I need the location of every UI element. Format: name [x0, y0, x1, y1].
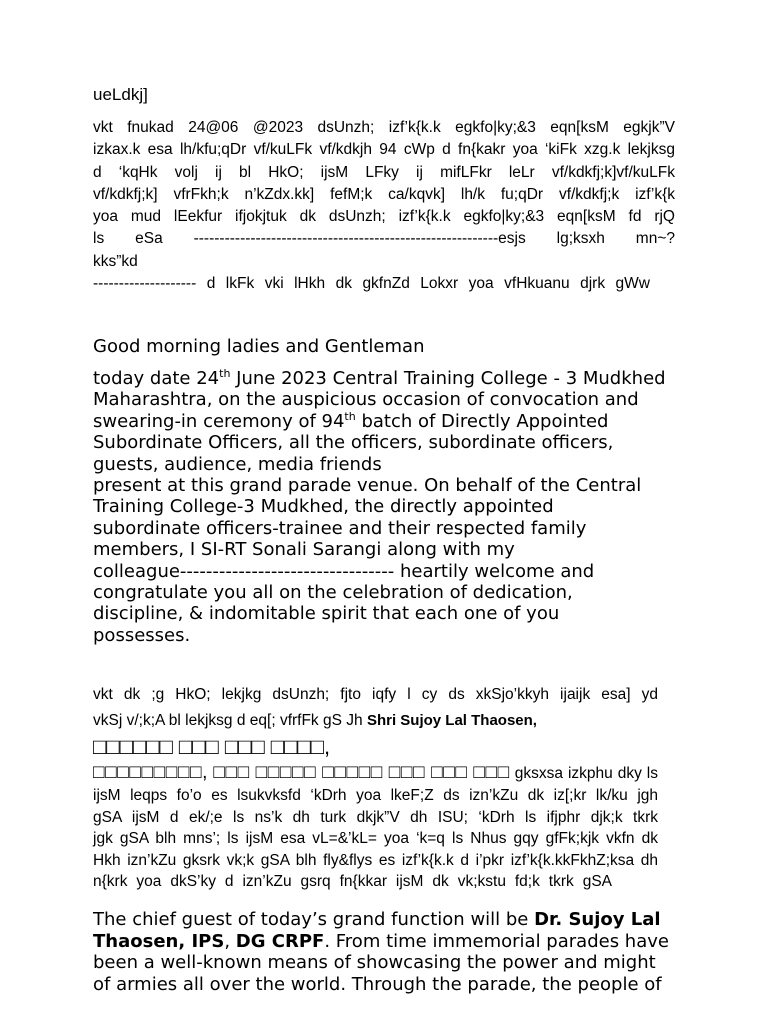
english-chief-guest-line: [93, 931, 733, 953]
english-welcome-line: discipline, & indomitable spirit that each one of you: [93, 603, 560, 625]
english-chief-guest-line: [93, 909, 733, 931]
hindi-chief-guest-line: Hkh izn’kZu gksrk vk;k gSA blh fly&flys es izf’k{k.k d i’pkr izf’k{k.kkFkhZ;ksa dh: [93, 851, 658, 869]
line-text: today date 24: [93, 368, 220, 389]
hindi-chief-guest-line: n{krk yoa dkS’ky d izn’kZu gsrq fn{kkar ijsM dk vk;kstu fd;k tkrk gSA: [93, 873, 612, 890]
english-welcome-line: present at this grand parade venue. On behalf of the Central: [93, 475, 642, 497]
line-text: The chief guest of today’s grand function will be: [93, 909, 535, 930]
english-welcome-line: subordinate officers-trainee and their respected family: [93, 517, 587, 539]
chief-guest-title-bold: DG CRPF: [235, 930, 325, 952]
english-welcome-line: [93, 411, 733, 432]
hindi-chief-guest-line: gSA ijsM d ek/;e ls ns’k dh turk dkjk”V dh ISU; ‘kDrh ls ifjphr djk;k tkrk: [93, 808, 658, 826]
ordinal-superscript: th: [344, 410, 356, 423]
english-chief-guest-paragraph: [93, 909, 733, 995]
chief-guest-name-bold: Shri Sujoy Lal Thaosen,: [366, 712, 537, 729]
english-welcome-line: [93, 368, 733, 389]
hindi-welcome-paragraph: [93, 117, 675, 295]
english-welcome-line: congratulate you all on the celebration of dedication,: [93, 582, 573, 604]
hindi-welcome-line: vkt fnukad 24@06 @2023 dsUnzh; izf’k{k.k egkfo|ky;&3 eqn[ksM egkjk”V: [93, 119, 675, 136]
hindi-chief-guest-line-missing-glyphs: □□□□□□ □□□ □□□ □□□□,: [93, 734, 331, 759]
hindi-chief-guest-line: ijsM leqps fo’o es lsukvksfd ‘kDrh yoa lkeF;Z ds izn’kZu dk iz[;kr lk/ku jgh: [93, 787, 658, 804]
hindi-greeting-text: ueLdkj]: [93, 85, 148, 104]
hindi-welcome-line: d ‘kqHk volj ij bl HkO; ijsM LFky ij mifLFkr leLr vf/kdkfj;k]vf/kuLFk: [93, 163, 675, 181]
hindi-chief-guest-line: [93, 760, 658, 787]
english-greeting-text: Good morning ladies and Gentleman: [93, 336, 425, 357]
line-text: ,: [224, 930, 236, 952]
line-text: batch of Directly Appointed: [355, 410, 609, 432]
line-text: . From time immemorial parades have: [324, 930, 669, 952]
line-text: gksxsa izkphu dky ls: [509, 765, 658, 782]
english-welcome-line: Subordinate Officers, all the officers, subordinate officers,: [93, 432, 614, 454]
english-welcome-line: guests, audience, media friends: [93, 453, 382, 475]
english-welcome-line: colleague--------------------------------- heartily welcome and: [93, 560, 595, 582]
english-welcome-line: Maharashtra, on the auspicious occasion of convocation and: [93, 389, 639, 411]
english-welcome-line: members, I SI-RT Sonali Sarangi along with my: [93, 539, 515, 561]
chief-guest-name-bold: Thaosen, IPS: [93, 930, 225, 952]
english-chief-guest-line: been a well-known means of showcasing the power and might: [93, 952, 656, 973]
english-welcome-line: Training College-3 Mudkhed, the directly appointed: [93, 496, 554, 518]
hindi-welcome-line: izkax.k esa lh/kfu;qDr vf/kuLFk vf/kdkjh 94 cWp d fn{kakr yoa ‘kiFk xzg.k lekjksg: [93, 141, 675, 159]
hindi-chief-guest-paragraph-top: [93, 682, 658, 787]
english-greeting: [93, 336, 733, 358]
line-text: June 2023 Central Training College - 3 Mudkhed: [230, 368, 666, 389]
line-text: vkSj v/;k;A bl lekjksg d eq[; vfrfFk gS Jh: [93, 712, 367, 729]
hindi-welcome-line: yoa mud lEekfur ifjokjtuk dk dsUnzh; izf’k{k.k egkfo|ky;&3 eqn[ksM fd rjQ: [93, 208, 675, 226]
missing-glyphs-text: □□□□□□□□□, □□□ □□□□□ □□□□□ □□□ □□□ □□□: [93, 762, 510, 783]
line-text: swearing-in ceremony of 94: [93, 410, 345, 432]
hindi-chief-guest-line: jgk gSA blh mns’; ls ijsM esa vL=&’kL= yoa ‘k=q ls Nhus gqy gfFk;kjk vkfn dk: [93, 830, 658, 847]
english-welcome-line: possesses.: [93, 624, 191, 646]
hindi-welcome-line: ls eSa -----------------------------------------------------------esjs lg;ksxh mn~?: [93, 230, 675, 248]
chief-guest-name-bold: Dr. Sujoy Lal: [534, 909, 661, 930]
english-chief-guest-line: of armies all over the world. Through the parade, the people of: [93, 973, 662, 995]
english-welcome-paragraph: [93, 368, 733, 646]
hindi-welcome-line: -------------------- d lkFk vki lHkh dk gkfnZd Lokxr yoa vfHkuanu djrk gWw: [93, 275, 650, 293]
hindi-greeting: [93, 84, 675, 106]
ordinal-superscript: th: [219, 367, 231, 381]
hindi-welcome-line: vf/kdkfj;k] vfrFkh;k n’kZdx.kk] fefM;k ca/kqvk] lh/k fu;qDr vf/kdkfj;k izf’k{k: [93, 185, 675, 203]
hindi-chief-guest-line: [93, 708, 658, 734]
hindi-chief-guest-paragraph-bottom: [93, 785, 658, 893]
hindi-welcome-line: kks”kd: [93, 252, 138, 270]
hindi-chief-guest-line: vkt dk ;g HkO; lekjkg dsUnzh; fjto iqfy l cy ds xkSjo’kkyh ijaijk esa] yd: [93, 686, 658, 703]
